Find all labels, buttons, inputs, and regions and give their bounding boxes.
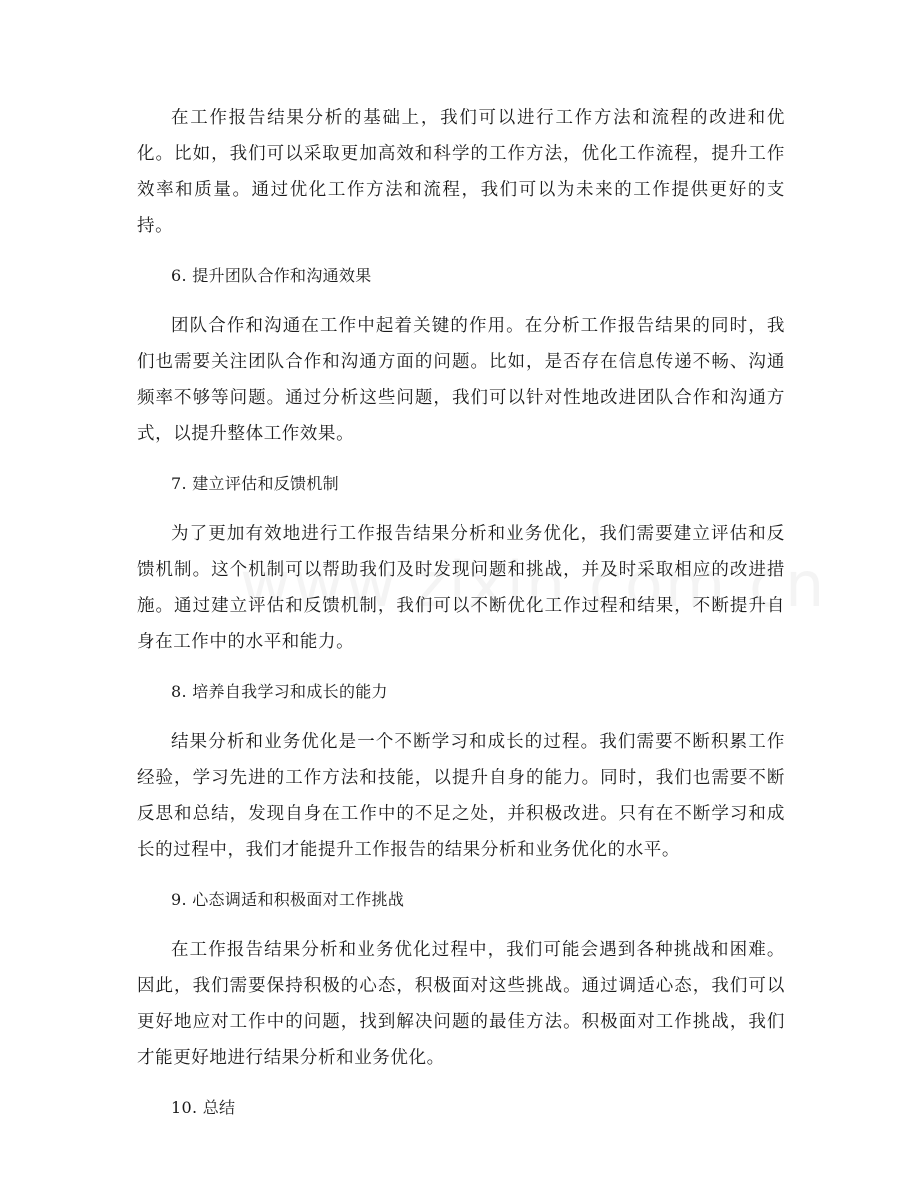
paragraph-mindset: 在工作报告结果分析和业务优化过程中，我们可能会遇到各种挑战和困难。因此，我们需要保持积极的心态，积极面对这些挑战。通过调适心态，我们可以更好地应对工作中的问题，找到解决问题的最佳方法。积极面对工作挑战，我们才能更好地进行结果分析和业务优化。	[137, 940, 785, 1068]
paragraph-self-learning: 结果分析和业务优化是一个不断学习和成长的过程。我们需要不断积累工作经验，学习先进的工作方法和技能，以提升自身的能力。同时，我们也需要不断反思和总结，发现自身在工作中的不足之处，并积极改进。只有在不断学习和成长的过程中，我们才能提升工作报告的结果分析和业务优化的水平。	[137, 732, 785, 860]
document-body	[137, 100, 785, 1126]
paragraph-team-collaboration: 团队合作和沟通在工作中起着关键的作用。在分析工作报告结果的同时，我们也需要关注团队合作和沟通方面的问题。比如，是否存在信息传递不畅、沟通频率不够等问题。通过分析这些问题，我们可以针对性地改进团队合作和沟通方式，以提升整体工作效果。	[137, 316, 785, 444]
heading-feedback-mechanism: 7. 建立评估和反馈机制	[171, 474, 339, 493]
paragraph-feedback-mechanism: 为了更加有效地进行工作报告结果分析和业务优化，我们需要建立评估和反馈机制。这个机制可以帮助我们及时发现问题和挑战，并及时采取相应的改进措施。通过建立评估和反馈机制，我们可以不断优化工作过程和结果，不断提升自身在工作中的水平和能力。	[137, 524, 785, 652]
heading-self-learning: 8. 培养自我学习和成长的能力	[171, 682, 388, 701]
heading-team-collaboration: 6. 提升团队合作和沟通效果	[171, 266, 372, 285]
heading-summary: 10. 总结	[171, 1098, 236, 1117]
paragraph-process-optimization: 在工作报告结果分析的基础上，我们可以进行工作方法和流程的改进和优化。比如，我们可以采取更加高效和科学的工作方法，优化工作流程，提升工作效率和质量。通过优化工作方法和流程，我们可以为未来的工作提供更好的支持。	[137, 108, 785, 236]
heading-mindset: 9. 心态调适和积极面对工作挑战	[171, 890, 405, 909]
